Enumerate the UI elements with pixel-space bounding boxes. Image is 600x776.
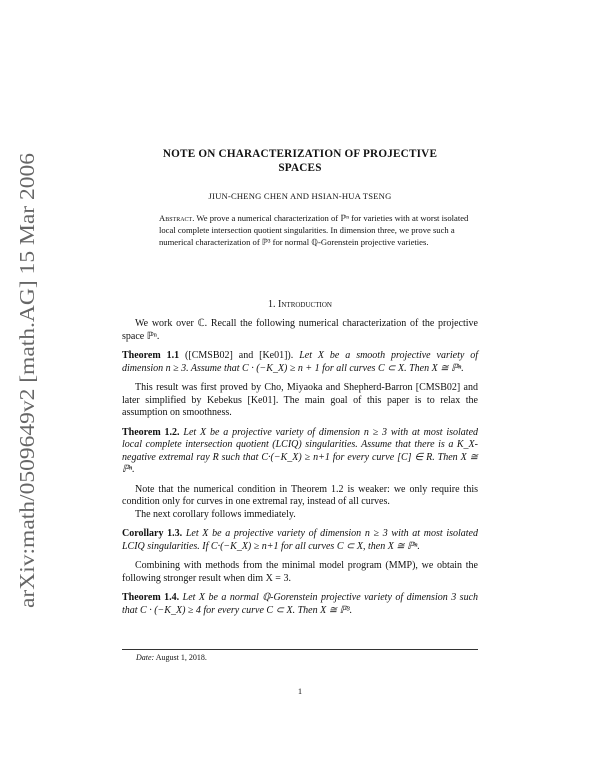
theorem-1-2 [122, 427, 478, 477]
paragraph-1: We work over ℂ. Recall the following numerical characterization of the projective space ℙⁿ. [122, 318, 478, 342]
corollary-1-3-statement: Let X be a projective variety of dimension n ≥ 3 with at most isolated LCIQ singularities. If C·(−K_X) ≥ n+1 for all curves C ⊂ X, then X ≅ ℙⁿ. [122, 528, 478, 552]
abstract [159, 212, 477, 248]
date-footnote [136, 653, 476, 662]
paragraph-5: Combining with methods from the minimal model program (MMP), we obtain the following stronger result when dim X = 3. [122, 560, 478, 584]
section-number: 1. [268, 299, 276, 310]
footnote [122, 649, 478, 662]
corollary-1-3 [122, 528, 478, 553]
page-number: 1 [297, 686, 303, 696]
theorem-1-4-head: Theorem 1.4. [122, 592, 180, 603]
theorem-1-1-head: Theorem 1.1 [122, 350, 180, 361]
paragraph-4: The next corollary follows immediately. [135, 508, 296, 520]
abstract-label: Abstract. [159, 213, 195, 223]
theorem-1-1 [122, 350, 478, 375]
theorem-1-2-statement: Let X be a projective variety of dimension n ≥ 3 with at most isolated local complete intersection quotient (LCIQ) singularities. Assume that there is a K_X-negative extremal ray R such that C·(−K_X) ≥ n+1 for every curve [C] ∈ R. Then X ≅ ℙⁿ. [122, 426, 479, 475]
paragraph-2: This result was first proved by Cho, Miyaoka and Shepherd-Barron [CMSB02] and later simplified by Kebekus [Ke01]. The main goal of this paper is to relax the assumption on smoothness. [122, 382, 478, 418]
title-line-2: SPACES [278, 162, 322, 174]
arxiv-stamp [6, 150, 46, 610]
section-heading [122, 299, 478, 310]
theorem-1-4-statement: Let X be a normal ℚ-Gorenstein projective variety of dimension 3 such that C · (−K_X) ≥ 4 for every curve C ⊂ X. Then X ≅ ℙ³. [122, 592, 479, 616]
corollary-1-3-head: Corollary 1.3. [122, 528, 183, 539]
arxiv-stamp-text: arXiv:math/0509649v2 [math.AG] 15 Mar 2006 [15, 201, 39, 608]
section-title: Introduction [278, 299, 332, 310]
theorem-1-4 [122, 592, 478, 617]
abstract-text: We prove a numerical characterization of ℙⁿ for varieties with at worst isolated local complete intersection quotient singularities. In dimension three, we prove such a numerical characterization of ℙ³ for normal ℚ-Gorenstein projective varieties. [159, 213, 469, 247]
date-value: August 1, 2018. [155, 653, 207, 662]
date-label: Date: [136, 653, 155, 662]
theorem-1-1-statement: Let X be a smooth projective variety of dimension n ≥ 3. Assume that C · (−K_X) ≥ n + 1 for all curves C ⊂ X. Then X ≅ ℙⁿ. [122, 350, 478, 374]
theorem-1-1-ref: ([CMSB02] and [Ke01]). [185, 350, 294, 361]
body-text [122, 318, 478, 617]
paragraph-3: Note that the numerical condition in Theorem 1.2 is weaker: we only require this condition only for curves in one extremal ray, instead of all curves. [122, 483, 478, 507]
paper-title [122, 147, 478, 175]
authors: JIUN-CHENG CHEN AND HSIAN-HUA TSENG [208, 191, 392, 201]
theorem-1-2-head: Theorem 1.2. [122, 426, 180, 438]
title-line-1: NOTE ON CHARACTERIZATION OF PROJECTIVE [162, 148, 438, 160]
